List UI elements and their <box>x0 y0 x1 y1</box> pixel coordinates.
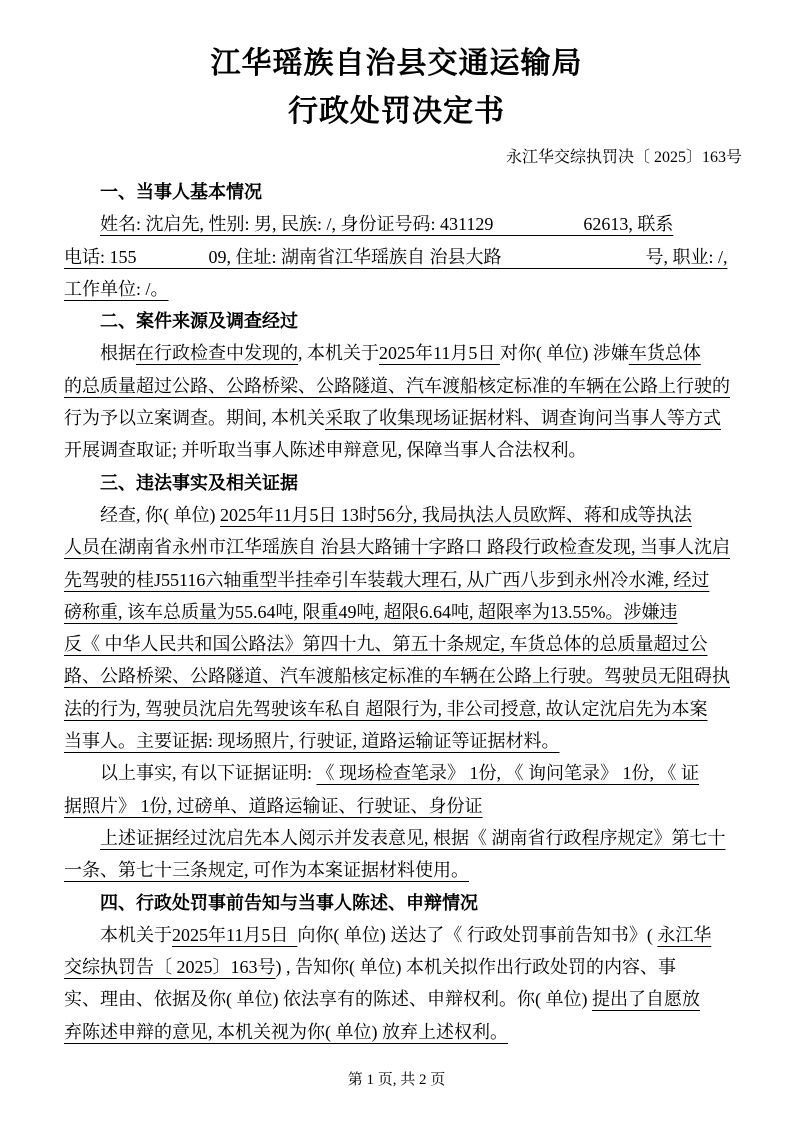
notification-seg-1c: 向你( 单位) 送达了《 行政处罚事前告知书》( <box>297 924 658 945</box>
notification-seg-1d: 永江华 <box>657 924 712 945</box>
notification-seg-4: 弃陈述申辩的意见, 本机关视为你( 单位) 放弃上述权利。 <box>64 1021 508 1042</box>
evidence-seg-1b: 《 现场检查笔录》 1份, 《 询问笔录》 1份, 《 证 <box>316 763 699 784</box>
evidence-seg-1a: 以上事实, 有以下证据证明: <box>100 763 317 784</box>
party-info-line-1 <box>64 208 732 240</box>
notification-line-1 <box>64 919 732 951</box>
case-source-seg-1f: 车货总体 <box>628 343 701 364</box>
party-info-line-2 <box>64 241 732 273</box>
document-body <box>0 176 793 1048</box>
facts-seg-6: 路、公路桥梁、公路隧道、汽车渡船核定标准的车辆在公路上行驶。驾驶员无阻碍执 <box>64 666 730 687</box>
document-title-line-2: 行政处罚决定书 <box>288 95 505 128</box>
case-source-seg-1d: 2025年11月5日 <box>379 343 500 364</box>
facts-line-5 <box>64 628 732 660</box>
case-source-line-1 <box>64 337 732 369</box>
document-number: 永江华交综执罚决〔 2025〕163号 <box>505 149 742 166</box>
section-2-heading: 二、案件来源及调查经过 <box>100 311 298 332</box>
facts-line-7 <box>64 693 732 725</box>
notification-seg-2a: 交综执罚告〔 2025〕163号 <box>64 957 276 978</box>
facts-seg-3: 先驾驶的桂J55116六轴重型半挂牵引车装载大理石, 从广西八步到永州冷水滩, 经过 <box>64 569 710 590</box>
case-source-seg-3b: 采取了收集现场证据材料、调查询问当事人等方式 <box>325 408 721 429</box>
party-info-text-1: 姓名: 沈启先, 性别: 男, 民族: /, 身份证号码: 431129 62613, 联系 <box>100 214 674 235</box>
document-title-line-1: 江华瑶族自治县交通运输局 <box>210 47 583 80</box>
evidence-seg-2: 据照片》 1份, 过磅单、道路运输证、行驶证、身份证 <box>64 795 483 816</box>
notification-seg-3a: 实、理由、依据及你( 单位) 依法享有的陈述、申辩权利。你( 单位) <box>64 989 592 1010</box>
notification-seg-1a: 本机关于 <box>100 924 172 945</box>
evidence-line-1 <box>64 757 732 789</box>
case-source-seg-1c: , 本机关于 <box>298 343 379 364</box>
page-number-footer: 第 1 页, 共 2 页 <box>347 1072 446 1088</box>
notification-line-2 <box>64 951 732 983</box>
case-source-seg-1b: 在行政检查中发现的 <box>136 343 298 364</box>
evidence-review-line-2 <box>64 854 732 886</box>
section-1-heading: 一、当事人基本情况 <box>100 182 262 202</box>
notification-seg-2b: ) , 告知你( 单位) 本机关拟作出行政处罚的内容、事 <box>275 957 676 978</box>
evidence-review-line-1 <box>64 822 732 854</box>
party-info-line-3 <box>64 273 732 305</box>
evidence-review-seg-2: 一条、第七十三条规定, 可作为本案证据材料使用。 <box>64 860 469 881</box>
facts-line-8 <box>64 725 732 757</box>
facts-line-2 <box>64 531 732 563</box>
case-source-seg-1e: 对你( 单位) 涉嫌 <box>499 343 629 364</box>
notification-seg-3b: 提出了自愿放 <box>591 989 700 1010</box>
case-source-line-4: 开展调查取证; 并听取当事人陈述申辩意见, 保障当事人合法权利。 <box>64 440 587 461</box>
facts-seg-2: 人员在湖南省永州市江华瑶族自 治县大路铺十字路口 路段行政检查发现, 当事人沈启 <box>64 537 730 558</box>
case-source-line-3 <box>64 402 732 434</box>
case-source-seg-3a: 行为予以立案调查。期间, 本机关 <box>64 408 325 429</box>
evidence-line-2 <box>64 790 732 822</box>
facts-seg-4: 磅称重, 该车总质量为55.64吨, 限重49吨, 超限6.64吨, 超限率为13.55%。涉嫌违 <box>64 601 678 622</box>
facts-line-4 <box>64 596 732 628</box>
section-3-heading: 三、违法事实及相关证据 <box>100 472 298 493</box>
facts-line-6 <box>64 660 732 692</box>
evidence-review-seg-1: 上述证据经过沈启先本人阅示并发表意见, 根据《 湖南省行政程序规定》第七十 <box>100 827 726 848</box>
notification-line-3 <box>64 983 732 1015</box>
notification-seg-1b: 2025年11月5日 <box>172 924 298 945</box>
facts-line-1 <box>64 499 732 531</box>
party-info-text-2: 电话: 155 09, 住址: 湖南省江华瑶族自 治县大路 号, 职业: /, <box>64 246 728 267</box>
case-source-seg-2: 的总质量超过公路、公路桥梁、公路隧道、汽车渡船核定标准的车辆在公路上行驶的 <box>64 375 730 396</box>
case-source-line-2 <box>64 370 732 402</box>
facts-seg-1b: 2025年11月5日 13时56分, 我局执法人员欧辉、蒋和成等执法 <box>220 504 692 525</box>
document-title-block <box>0 0 793 136</box>
case-source-seg-1a: 根据 <box>100 343 136 364</box>
section-4-heading: 四、行政处罚事前告知与当事人陈述、申辩情况 <box>100 892 478 913</box>
facts-seg-8: 当事人。主要证据: 现场照片, 行驶证, 道路运输证等证据材料。 <box>64 731 560 752</box>
facts-seg-7: 法的行为, 驾驶员沈启先驾驶该车私自 超限行为, 非公司授意, 故认定沈启先为本案 <box>64 698 708 719</box>
notification-line-4 <box>64 1016 732 1048</box>
facts-line-3 <box>64 564 732 596</box>
facts-seg-1a: 经查, 你( 单位) <box>100 504 220 525</box>
party-info-text-3: 工作单位: /。 <box>64 278 169 299</box>
facts-seg-5: 反《 中华人民共和国公路法》第四十九、第五十条规定, 车货总体的总质量超过公 <box>64 634 708 655</box>
